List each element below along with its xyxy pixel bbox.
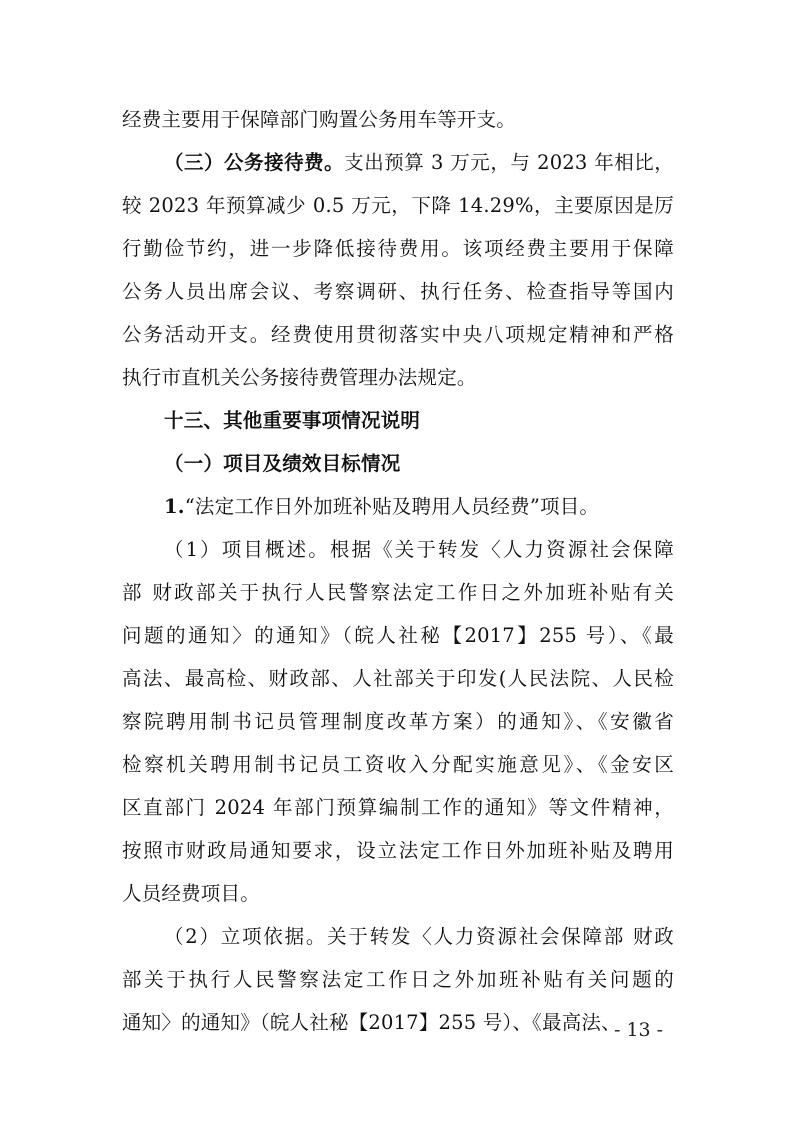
section-3-text: 支出预算 3 万元，与 2023 年相比， [344, 151, 674, 174]
paragraph-line: 公务活动开支。经费使用贯彻落实中央八项规定精神和严格 [122, 323, 674, 346]
paragraph-line: 检察机关聘用制书记员工资收入分配实施意见》、《金安区 [122, 753, 674, 776]
paragraph-line: 部 财政部关于执行人民警察法定工作日之外加班补贴有关 [122, 581, 674, 604]
subsection-1-heading: （一）项目及绩效目标情况 [164, 452, 401, 475]
paragraph-line: 区直部门 2024 年部门预算编制工作的通知》等文件精神， [122, 796, 674, 819]
section-13-heading: 十三、其他重要事项情况说明 [164, 409, 421, 432]
item-1-line [164, 490, 674, 524]
item-1-title: “法定工作日外加班补贴及聘用人员经费”项目。 [184, 495, 600, 518]
item-1-number: 1. [164, 495, 185, 518]
paragraph-line: 较 2023 年预算减少 0.5 万元，下降 14.29%，主要原因是厉 [122, 194, 674, 217]
paragraph-line: 察院聘用制书记员管理制度改革方案）的通知》、《安徽省 [122, 710, 674, 733]
paragraph-line: 部关于执行人民警察法定工作日之外加班补贴有关问题的 [122, 968, 674, 991]
section-3-line [164, 146, 674, 180]
paragraph-line: 经费主要用于保障部门购置公务用车等开支。 [122, 108, 517, 131]
paragraph-line: 问题的通知〉的通知》（皖人社秘【2017】255 号）、《最 [122, 624, 674, 647]
paragraph-line: 行勤俭节约，进一步降低接待费用。该项经费主要用于保障 [122, 237, 674, 260]
paragraph-line: （2）立项依据。关于转发〈人力资源社会保障部 财政 [164, 925, 674, 948]
paragraph-line: 人员经费项目。 [122, 882, 260, 905]
paragraph-line: 按照市财政局通知要求，设立法定工作日外加班补贴及聘用 [122, 839, 674, 862]
paragraph-line: 公务人员出席会议、考察调研、执行任务、检查指导等国内 [122, 280, 674, 303]
paragraph-line: 高法、最高检、财政部、人社部关于印发(人民法院、人民检 [122, 667, 674, 690]
paragraph-line: （1）项目概述。根据《关于转发〈人力资源社会保障 [164, 538, 674, 561]
paragraph-line: 通知〉的通知》（皖人社秘【2017】255 号）、《最高法、 [122, 1011, 621, 1034]
paragraph-line: 执行市直机关公务接待费管理办法规定。 [122, 366, 477, 389]
page-number: - 13 - [614, 1019, 664, 1041]
section-3-title: （三）公务接待费。 [164, 151, 345, 174]
